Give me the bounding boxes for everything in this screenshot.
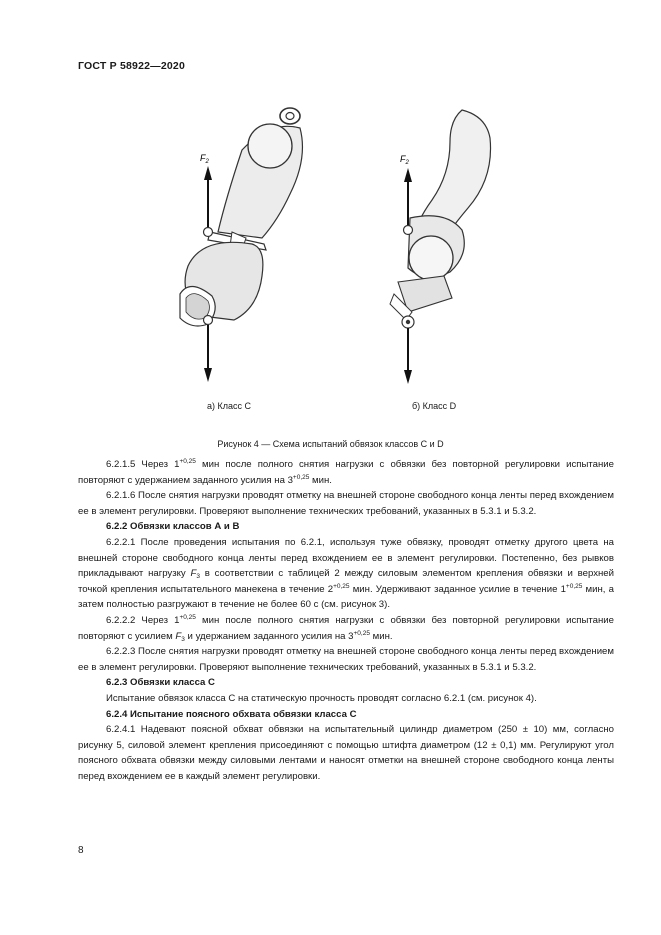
paragraph-6-2-2-1: 6.2.2.1 После проведения испытания по 6.2.1, используя туже обвязку, проводят отметку другого цвета на внешней стороне свободного конца ленты перед вхождением ее в элемент регулировки. Постепенно, без рывков прикладывают нагрузку $F_3$ в соответствии с таблицей 2 между силовым элементом крепления обвязки и верхней точкой крепления испытательного манекена в течение $2^{+0,25}$ мин. Удерживают заданное усилие в течение $1^{+0,25}$ мин, а затем полностью разгружают в течение не более 60 с (см. рисунок 3).	[78, 536, 614, 611]
heading-6-2-3: 6.2.3 Обвязки класса С	[106, 677, 215, 689]
force-label-left: $F_2$	[200, 153, 209, 165]
caption-class-d: б) Класс D	[412, 401, 457, 411]
body-text	[78, 457, 614, 784]
test-scheme-figure	[150, 98, 510, 398]
heading-6-2-2: 6.2.2 Обвязки классов А и В	[106, 521, 240, 533]
paragraph-6-2-2-3: 6.2.2.3 После снятия нагрузки проводят отметку на внешней стороне свободного конца ленты перед вхождением ее в элемент регулировки. Проверяют выполнение технических требований, указанных в 5.3.1 и 5.3.2.	[78, 646, 614, 673]
figure-title: Рисунок 4 — Схема испытаний обвязок классов С и D	[217, 439, 444, 449]
heading-6-2-4: 6.2.4 Испытание поясного обхвата обвязки класса С	[106, 708, 357, 720]
mannequin-class-c	[180, 108, 302, 382]
document-header: ГОСТ Р 58922—2020	[78, 60, 186, 72]
page-number: 8	[78, 845, 84, 856]
mannequin-class-d	[390, 110, 510, 384]
force-label-right-index: 2	[405, 160, 409, 166]
paragraph-6-2-1-6: 6.2.1.6 После снятия нагрузки проводят отметку на внешней стороне свободного конца ленты перед вхождением ее в элемент регулировки. Проверяют выполнение технических требований, указанных в 5.3.1 и 5.3.2.	[78, 490, 614, 517]
paragraph-6-2-1-5: 6.2.1.5 Через $1^{+0,25}$ мин после полного снятия нагрузки с обвязки без повторной регулировки испытание повторяют с удержанием заданного усилия на $3^{+0,25}$ мин.	[78, 458, 614, 486]
paragraph-6-2-3: Испытание обвязок класса С на статическую прочность проводят согласно 6.2.1 (см. рисунок 4).	[106, 692, 537, 704]
force-label-right: $F_2$	[400, 154, 409, 166]
caption-class-c: а) Класс С	[207, 401, 252, 411]
paragraph-6-2-2-2: 6.2.2.2 Через $1^{+0,25}$ мин после полного снятия нагрузки с обвязки без повторной регулировки испытание повторяют с усилием $F_3$ и удержанием заданного усилия на $3^{+0,25}$ мин.	[78, 613, 614, 643]
force-label-left-index: 2	[205, 159, 209, 165]
paragraph-6-2-4-1: 6.2.4.1 Надевают поясной обхват обвязки на испытательный цилиндр диаметром (250 ± 10) мм, согласно рисунку 5, силовой элемент крепления присоединяют с помощью штифта диаметром (12 ± 0,1) мм. Регулируют угол поясного обхвата обвязки между силовыми лентами и наносят отметки на внешней стороне свободного конца ленты перед вхождением ее в каждый элемент регулировки.	[78, 724, 614, 782]
